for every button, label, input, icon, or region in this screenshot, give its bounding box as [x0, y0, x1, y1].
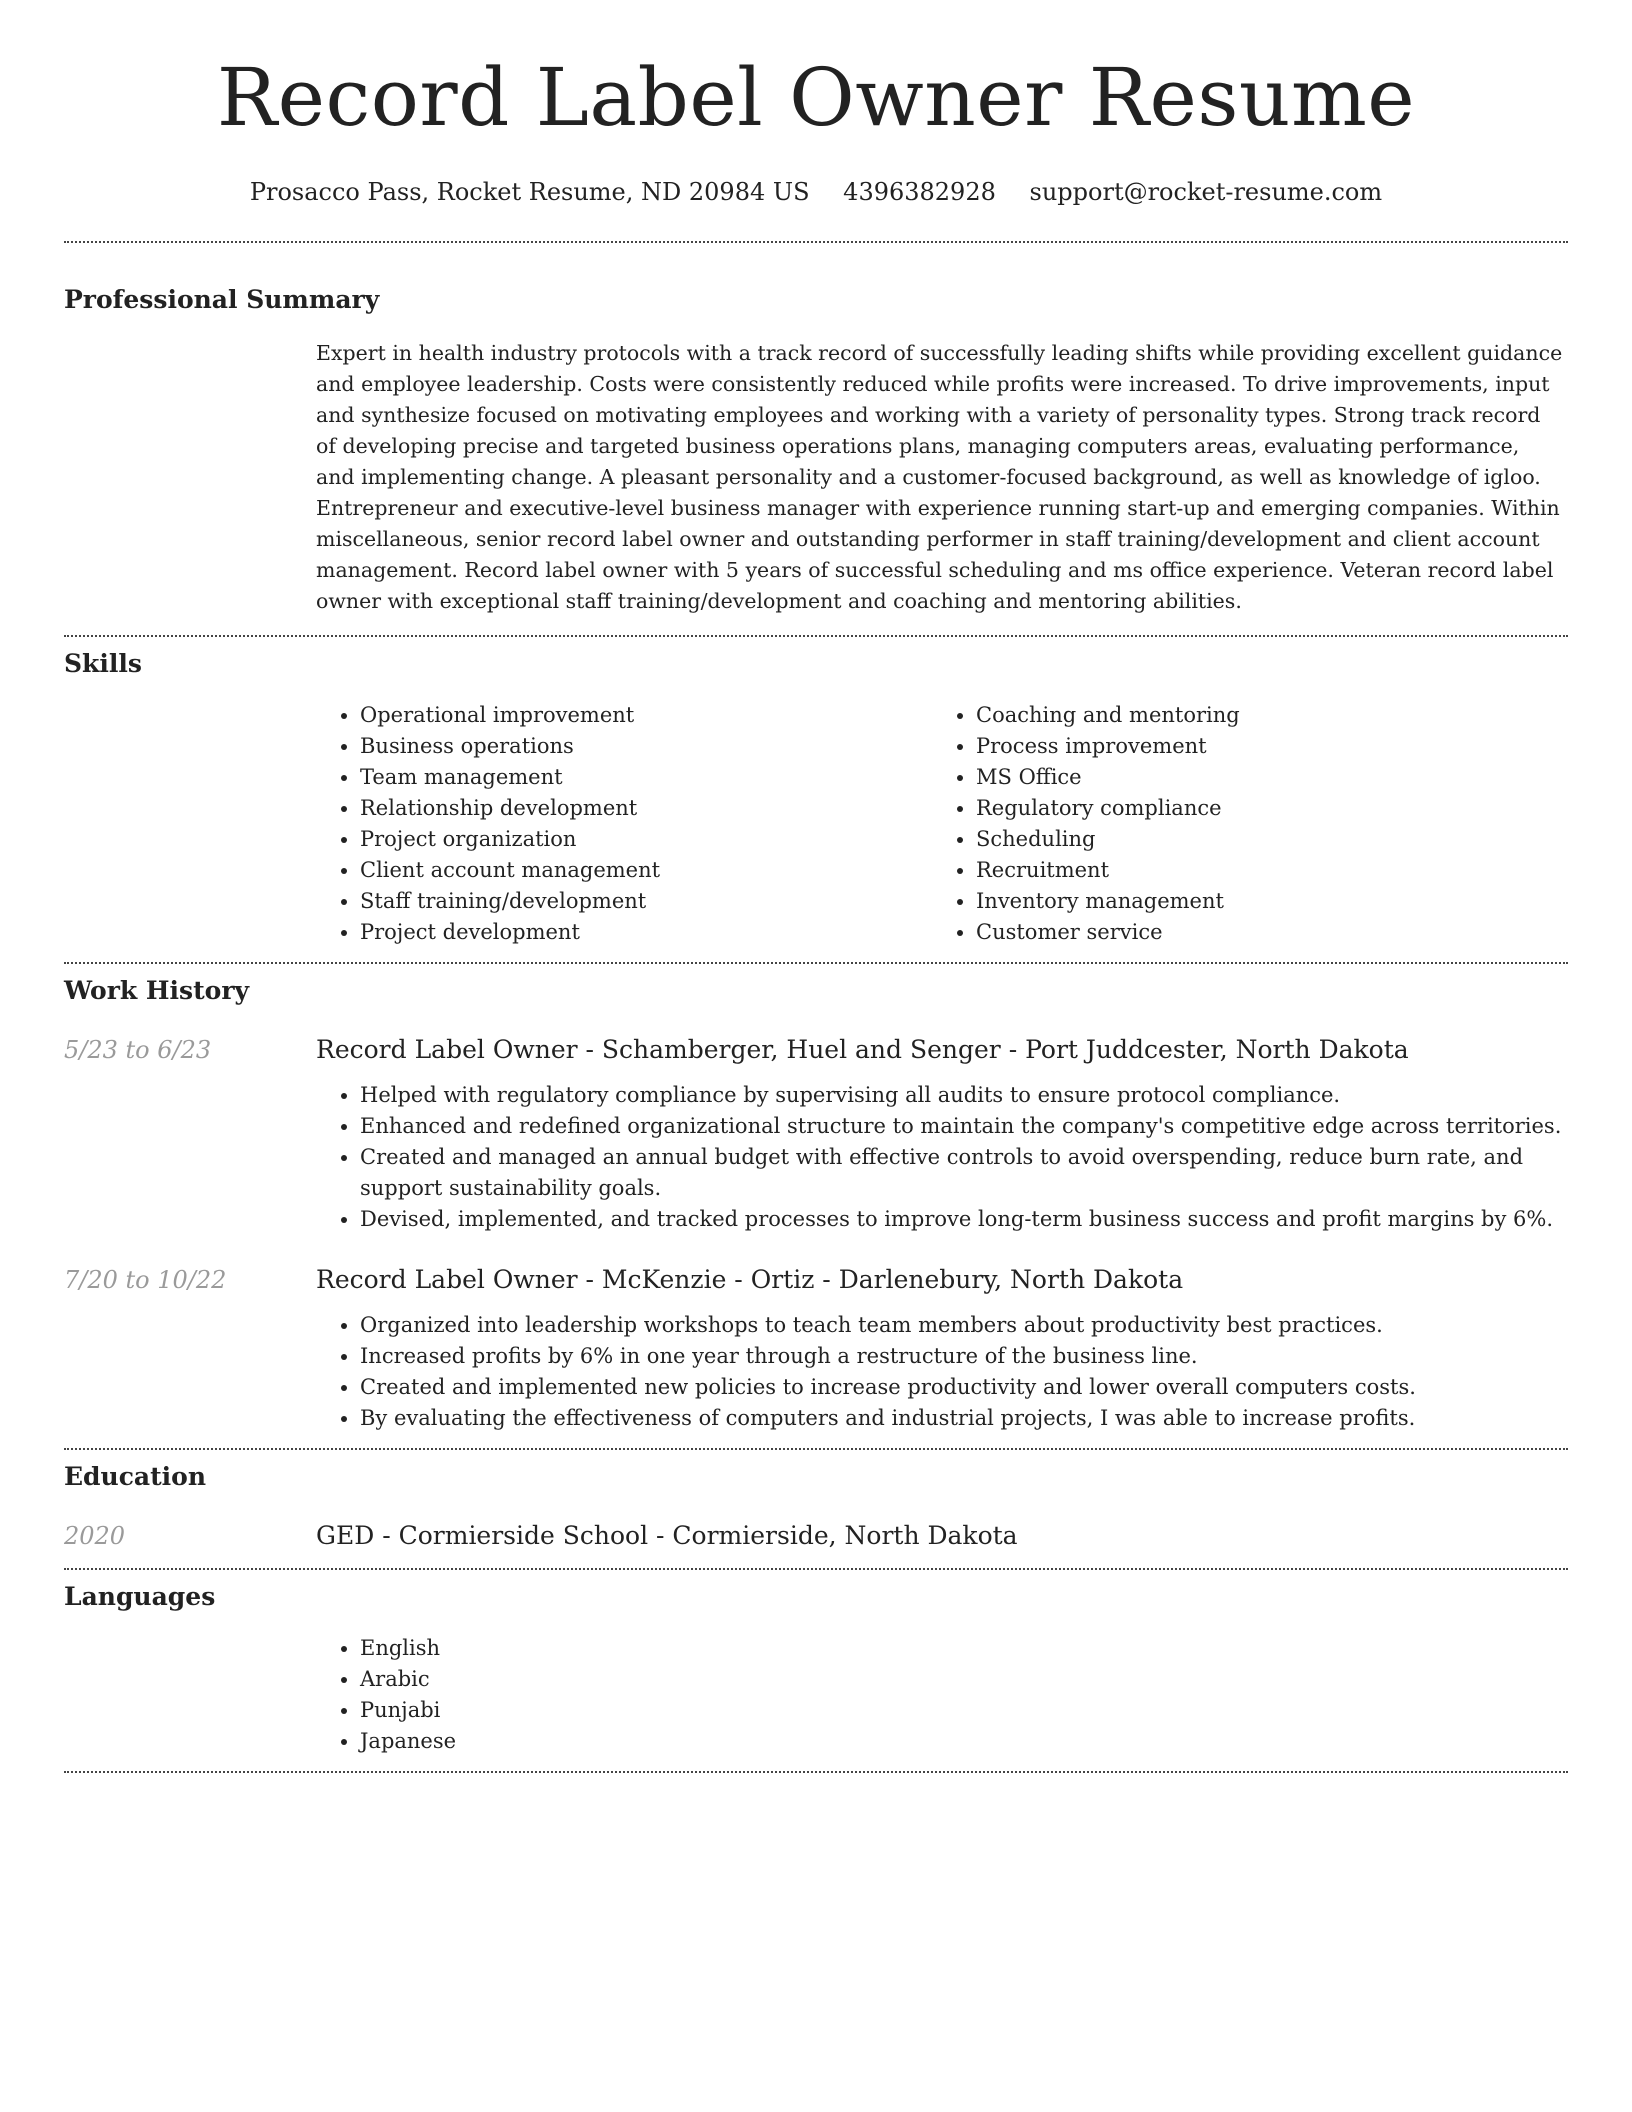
job-date: 5/23 to 6/23 — [64, 1036, 212, 1064]
skill-item: • Regulatory compliance — [976, 793, 1548, 824]
language-item: • Japanese — [360, 1726, 1568, 1757]
language-item: • English — [360, 1633, 1568, 1664]
skill-item: • Project development — [360, 917, 932, 948]
work-history-section — [64, 976, 1568, 1434]
skills-heading: Skills — [64, 649, 142, 678]
job-bullet: • Created and implemented new policies to increase productivity and lower overall computers costs. — [360, 1372, 1568, 1403]
skill-item: • MS Office — [976, 762, 1548, 793]
languages-section — [64, 1582, 1568, 1757]
job-bullets — [316, 1080, 1568, 1235]
job-bullets — [316, 1310, 1568, 1434]
contact-phone: 4396382928 — [843, 178, 996, 206]
job-bullet: • Organized into leadership workshops to teach team members about productivity best practices. — [360, 1310, 1568, 1341]
divider — [64, 1771, 1568, 1773]
education-date: 2020 — [64, 1522, 126, 1550]
job-bullet: • Helped with regulatory compliance by supervising all audits to ensure protocol compliance. — [360, 1080, 1568, 1111]
contact-email: support@rocket-resume.com — [1029, 178, 1383, 206]
work-history-heading: Work History — [64, 976, 250, 1005]
languages-list — [316, 1633, 1568, 1757]
skills-list-left — [316, 700, 932, 948]
page-title: Record Label Owner Resume — [216, 51, 1416, 144]
summary-section — [64, 285, 1568, 617]
summary-heading: Professional Summary — [64, 285, 380, 314]
job-title: Record Label Owner - McKenzie - Ortiz - Darlenebury, North Dakota — [316, 1265, 1184, 1294]
job-bullet: • Increased profits by 6% in one year through a restructure of the business line. — [360, 1341, 1568, 1372]
languages-heading: Languages — [64, 1582, 216, 1611]
job-bullet: • Enhanced and redefined organizational structure to maintain the company's competitive edge across territories. — [360, 1111, 1568, 1142]
skill-item: • Inventory management — [976, 886, 1548, 917]
skill-item: • Process improvement — [976, 731, 1548, 762]
skill-item: • Staff training/development — [360, 886, 932, 917]
job-title: Record Label Owner - Schamberger, Huel and Senger - Port Juddcester, North Dakota — [316, 1035, 1409, 1064]
education-section — [64, 1462, 1568, 1550]
skills-section — [64, 649, 1568, 948]
contact-line — [64, 178, 1568, 206]
divider — [64, 962, 1568, 964]
skill-item: • Project organization — [360, 824, 932, 855]
job-bullet: • Created and managed an annual budget with effective controls to avoid overspending, reduce burn rate, and support sustainability goals. — [360, 1142, 1568, 1204]
job-bullet: • By evaluating the effectiveness of computers and industrial projects, I was able to increase profits. — [360, 1403, 1568, 1434]
job-date: 7/20 to 10/22 — [64, 1266, 227, 1294]
education-heading: Education — [64, 1462, 207, 1491]
summary-text: Expert in health industry protocols with a track record of successfully leading shifts while providing excellent guidance and employee leadership. Costs were consistently reduced while profits were increased. To drive improvements, input and synthesize focused on motivating employees and working with a variety of personality types. Strong track record of developing precise and targeted business operations plans, managing computers areas, evaluating performance, and implementing change. A pleasant personality and a customer-focused background, as well as knowledge of igloo. Entrepreneur and executive-level business manager with experience running start-up and emerging companies. Within miscellaneous, senior record label owner and outstanding performer in staff training/development and client account management. Record label owner with 5 years of successful scheduling and ms office experience. Veteran record label owner with exceptional staff training/development and coaching and mentoring abilities. — [316, 341, 1563, 613]
divider — [64, 241, 1568, 243]
divider — [64, 635, 1568, 637]
skill-item: • Recruitment — [976, 855, 1548, 886]
skill-item: • Team management — [360, 762, 932, 793]
skill-item: • Client account management — [360, 855, 932, 886]
divider — [64, 1448, 1568, 1450]
skill-item: • Scheduling — [976, 824, 1548, 855]
skill-item: • Customer service — [976, 917, 1548, 948]
divider — [64, 1568, 1568, 1570]
language-item: • Punjabi — [360, 1695, 1568, 1726]
language-item: • Arabic — [360, 1664, 1568, 1695]
skill-item: • Coaching and mentoring — [976, 700, 1548, 731]
skill-item: • Relationship development — [360, 793, 932, 824]
contact-address: Prosacco Pass, Rocket Resume, ND 20984 US — [249, 178, 810, 206]
skills-list-right — [932, 700, 1548, 948]
job-entry — [64, 1035, 1568, 1235]
education-entry: GED - Cormierside School - Cormierside, North Dakota — [316, 1521, 1018, 1550]
skill-item: • Business operations — [360, 731, 932, 762]
job-entry — [64, 1265, 1568, 1434]
job-bullet: • Devised, implemented, and tracked processes to improve long-term business success and profit margins by 6%. — [360, 1204, 1568, 1235]
skill-item: • Operational improvement — [360, 700, 932, 731]
